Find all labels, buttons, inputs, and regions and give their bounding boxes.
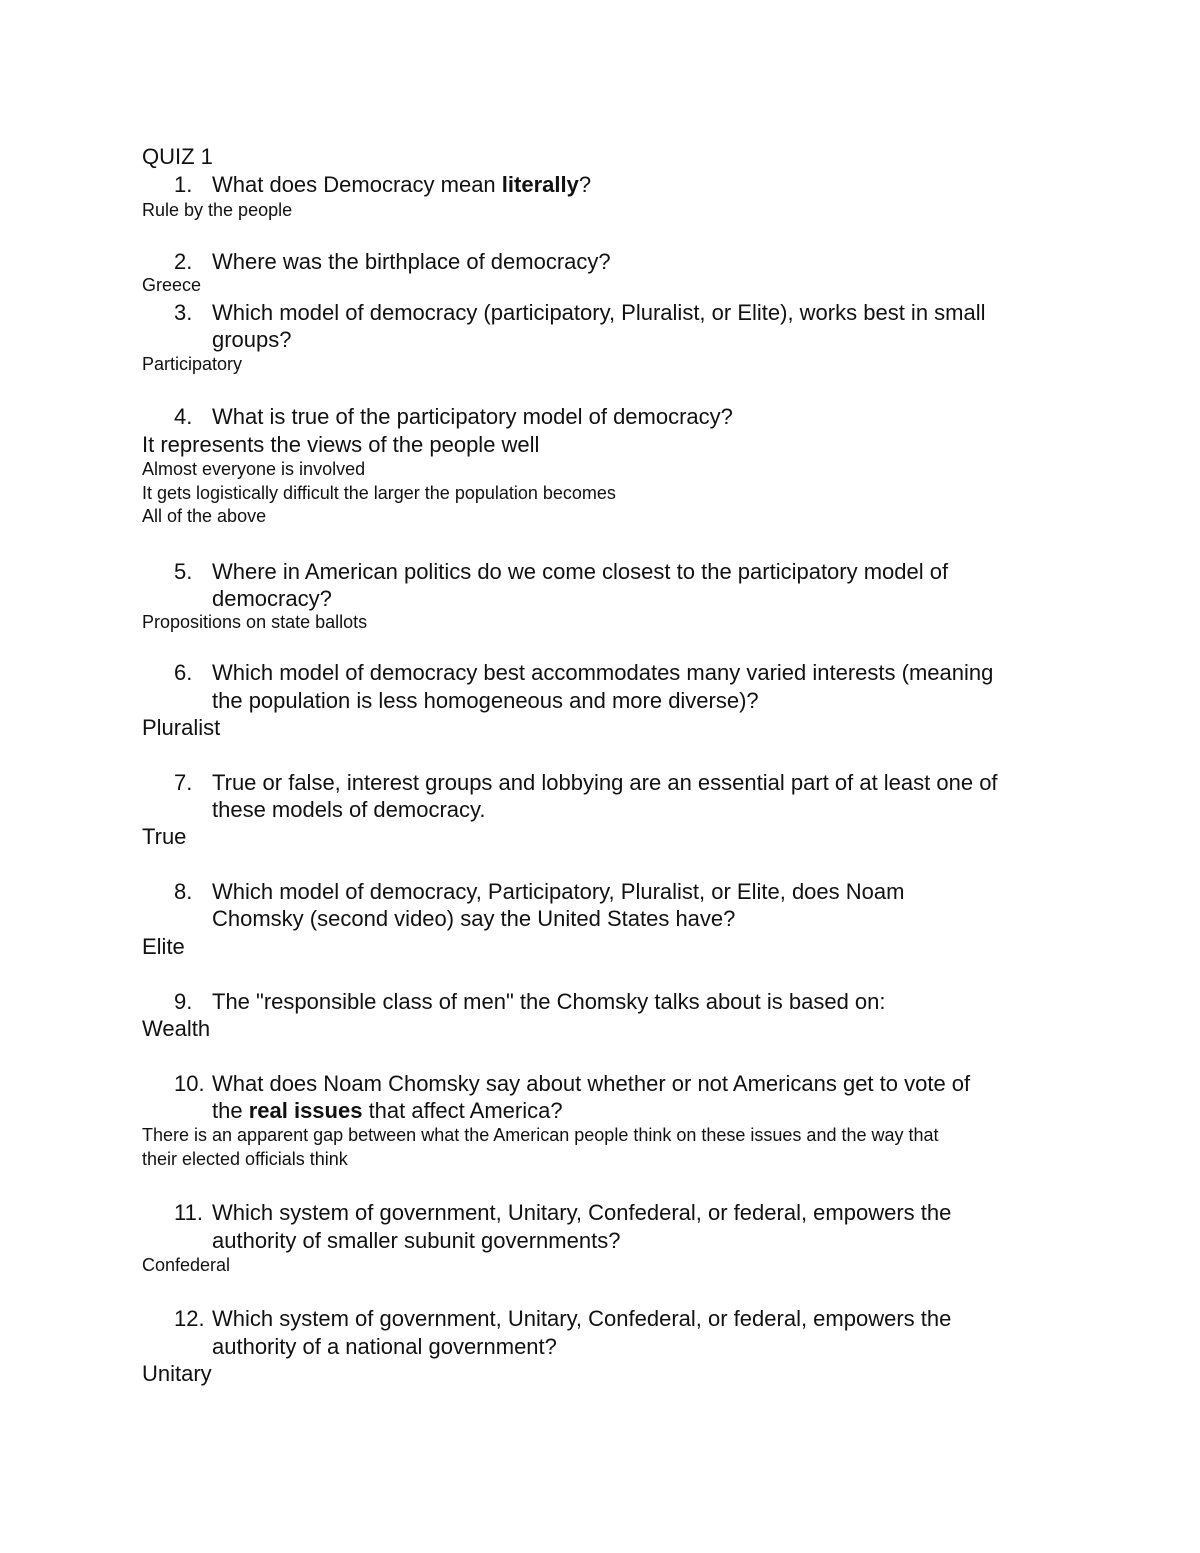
question-text: Which model of democracy (participatory, Pluralist, or Elite), works best in small xyxy=(212,300,986,325)
answer-text: True xyxy=(142,824,187,849)
answer-text: Pluralist xyxy=(142,715,221,740)
answer-text: Almost everyone is involved xyxy=(142,459,366,479)
question-text: Which system of government, Unitary, Confederal, or federal, empowers the xyxy=(212,1200,952,1225)
question-text: The "responsible class of men" the Chomsky talks about is based on: xyxy=(212,989,886,1014)
question-number: 11. xyxy=(174,1200,203,1225)
question-text: democracy? xyxy=(212,586,332,611)
answer-text: It represents the views of the people well xyxy=(142,432,540,457)
question-number: 12. xyxy=(174,1306,205,1331)
question-text: Chomsky (second video) say the United States have? xyxy=(212,906,736,931)
answer-text: Elite xyxy=(142,934,185,959)
question-number: 4. xyxy=(174,404,193,429)
answer-text: Unitary xyxy=(142,1361,212,1386)
question-number: 5. xyxy=(174,559,193,584)
page-title: QUIZ 1 xyxy=(142,144,213,169)
answer-text: There is an apparent gap between what the American people think on these issues and the way that xyxy=(142,1125,939,1145)
answer-text: their elected officials think xyxy=(142,1149,348,1169)
question-text: authority of smaller subunit governments? xyxy=(212,1228,621,1253)
question-text: the real issues that affect America? xyxy=(212,1098,563,1123)
answer-text: Confederal xyxy=(142,1255,231,1275)
emphasis-text: real issues xyxy=(248,1098,363,1123)
question-text: Which model of democracy, Participatory, Pluralist, or Elite, does Noam xyxy=(212,879,905,904)
emphasis-text: literally xyxy=(501,172,579,197)
question-text: authority of a national government? xyxy=(212,1334,557,1359)
question-number: 10. xyxy=(174,1071,205,1096)
question-number: 2. xyxy=(174,249,193,274)
question-text: What does Noam Chomsky say about whether or not Americans get to vote of xyxy=(212,1071,971,1096)
answer-text: Wealth xyxy=(142,1016,211,1041)
question-text: these models of democracy. xyxy=(212,797,486,822)
question-text: groups? xyxy=(212,327,292,352)
question-text: What does Democracy mean literally? xyxy=(212,172,592,197)
question-number: 1. xyxy=(174,172,193,197)
answer-text: Rule by the people xyxy=(142,200,293,220)
question-number: 9. xyxy=(174,989,193,1014)
question-text: True or false, interest groups and lobbying are an essential part of at least one of xyxy=(212,770,998,795)
question-text: Which system of government, Unitary, Confederal, or federal, empowers the xyxy=(212,1306,952,1331)
question-text: What is true of the participatory model of democracy? xyxy=(212,404,733,429)
answer-text: Greece xyxy=(142,275,202,295)
question-text: the population is less homogeneous and more diverse)? xyxy=(212,688,759,713)
answer-text: All of the above xyxy=(142,506,267,526)
answer-text: It gets logistically difficult the larger the population becomes xyxy=(142,483,616,503)
question-number: 8. xyxy=(174,879,193,904)
question-number: 7. xyxy=(174,770,193,795)
question-text: Where in American politics do we come closest to the participatory model of xyxy=(212,559,949,584)
answer-text: Propositions on state ballots xyxy=(142,612,368,632)
question-text: Which model of democracy best accommodates many varied interests (meaning xyxy=(212,660,994,685)
question-number: 3. xyxy=(174,300,193,325)
question-number: 6. xyxy=(174,660,193,685)
question-text: Where was the birthplace of democracy? xyxy=(212,249,611,274)
answer-text: Participatory xyxy=(142,354,243,374)
